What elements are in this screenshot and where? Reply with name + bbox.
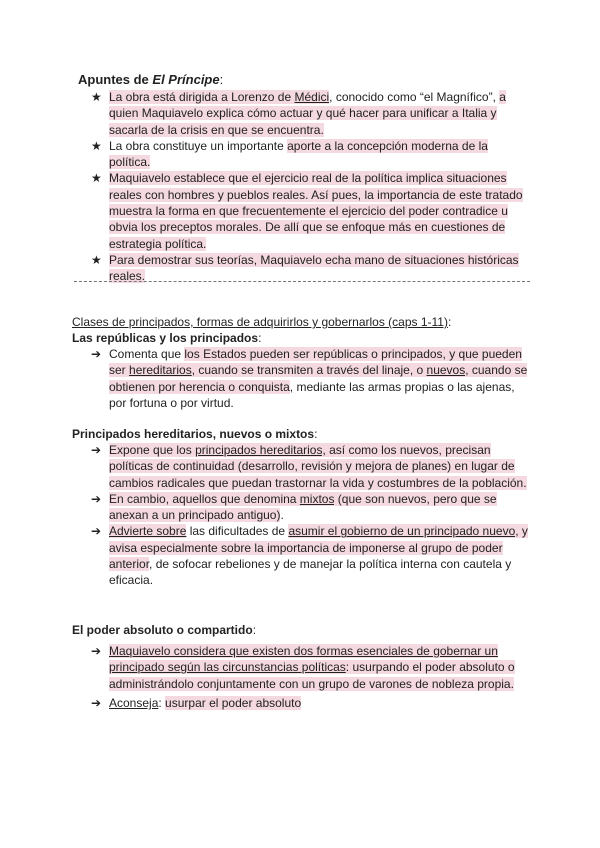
title-prefix: Apuntes de [78,72,153,87]
section-title-colon: : [258,331,262,345]
section-title-colon: : [252,623,257,637]
section-title-text: Las repúblicas y los principados [72,331,259,345]
arrow-icon: ➔ [91,491,102,506]
section-republicas-title [72,330,261,346]
item-text-underlined: Advierte sobre [109,524,187,539]
section-title-text: El poder absoluto o compartido [72,623,253,637]
item-text: las dificultades de [186,524,289,539]
item-text-underlined: asumir el gobierno de un principado nuevo [288,524,516,539]
item-text: los Estados pueden ser repúblicas o principados, y que pueden ser [109,347,522,378]
title-colon: : [219,72,224,87]
star-icon: ★ [91,252,102,267]
item-text-underlined: Aconseja [109,696,159,710]
list-item [88,138,528,171]
intro-list [88,89,528,285]
item-text: . [280,508,284,523]
item-text: , y avisa especialmente sobre la importancia de imponerse al grupo de poder anterior [109,524,528,572]
list-item [88,170,528,251]
section-main-title [72,314,451,330]
title-book: El Príncipe [152,72,220,87]
list-item [88,491,528,524]
item-text: (que son nuevos, pero que se anexan a un principado antiguo) [109,491,497,523]
item-text: Expone que los [109,443,196,457]
item-text-underlined: hereditarios [129,363,192,378]
arrow-icon: ➔ [91,347,102,361]
item-text: , de sofocar rebeliones y de manejar la política interna con cautela y eficacia. [109,557,512,588]
list-item [88,442,528,491]
hereditarios-list [88,442,528,589]
republicas-list [88,346,528,411]
arrow-icon: ➔ [91,524,102,539]
section-title-text: Clases de principados, formas de adquirirlos y gobernarlos (caps 1-11) [72,315,448,329]
item-text-underlined: Médici [294,90,330,104]
list-item [88,89,528,138]
star-icon: ★ [91,171,102,186]
item-text: La obra constituye un importante [109,138,288,153]
section-title-colon: : [447,315,452,329]
item-text: Comenta que [109,347,185,361]
item-text: a quien Maquiavelo explica cómo actuar y qué hacer para unificar a Italia y sacarla de la crisis en que se encuentra. [109,90,506,137]
item-text: : [158,696,166,710]
arrow-icon: ➔ [91,443,102,457]
item-text: Maquiavelo establece que el ejercicio real de la política implica situaciones reales con hombres y pueblos reales. Así pues, la importancia de este tratado muestra la forma en que frecuentemente el ejercicio del poder contradice u obvia los preceptos morales. De allí que se enfoque más en cuestiones de estrategia política. [109,171,523,251]
item-text-underlined: principados hereditarios [195,443,323,457]
section-title-text: Principados hereditarios, nuevos o mixtos [72,427,315,441]
list-item [88,695,528,711]
item-text-underlined: nuevos [426,363,466,378]
poder-list-1 [88,643,528,692]
item-text: En cambio, aquellos que denomina [109,491,300,506]
item-text: La obra está dirigida a Lorenzo de [109,90,295,104]
item-text: Para demostrar sus teorías, Maquiavelo echa mano de situaciones históricas reales. [109,252,519,284]
item-text: usurpar el poder absoluto [165,696,302,710]
list-item [88,523,528,588]
item-text: : usurpando el poder absoluto o administrándolo conjuntamente con un grupo de varones de nobleza propia. [109,660,515,691]
section-hereditarios-title [72,426,317,442]
arrow-icon: ➔ [91,644,102,658]
item-text-underlined: mixtos [299,491,335,506]
dashed-divider [74,281,530,282]
poder-list-2 [88,695,528,711]
item-text-underlined: Maquiavelo considera que existen dos formas esenciales de gobernar un principado según las circunstancias políticas [109,644,498,675]
item-text: , conocido como “el Magnífico”, [329,90,500,104]
arrow-icon: ➔ [91,696,102,710]
item-text: , cuando se obtienen por herencia o conquista [109,363,528,394]
page-title [78,72,223,88]
section-title-colon: : [314,427,318,441]
list-item [88,643,528,692]
item-text: , cuando se transmiten a través del linaje, o [191,363,427,378]
list-item [88,346,528,411]
section-poder-title [72,622,256,638]
item-text: , mediante las armas propias o las ajenas, por fortuna o por virtud. [109,379,515,410]
item-text: , así como los nuevos, precisan políticas de continuidad (desarrollo, revisión y mejora de planes) en lugar de cambios radicales que puedan trastornar la vida y costumbres de la población. [109,443,527,490]
star-icon: ★ [91,138,102,153]
star-icon: ★ [91,90,102,104]
item-text: aporte a la concepción moderna de la política. [109,138,488,170]
list-item [88,252,528,285]
